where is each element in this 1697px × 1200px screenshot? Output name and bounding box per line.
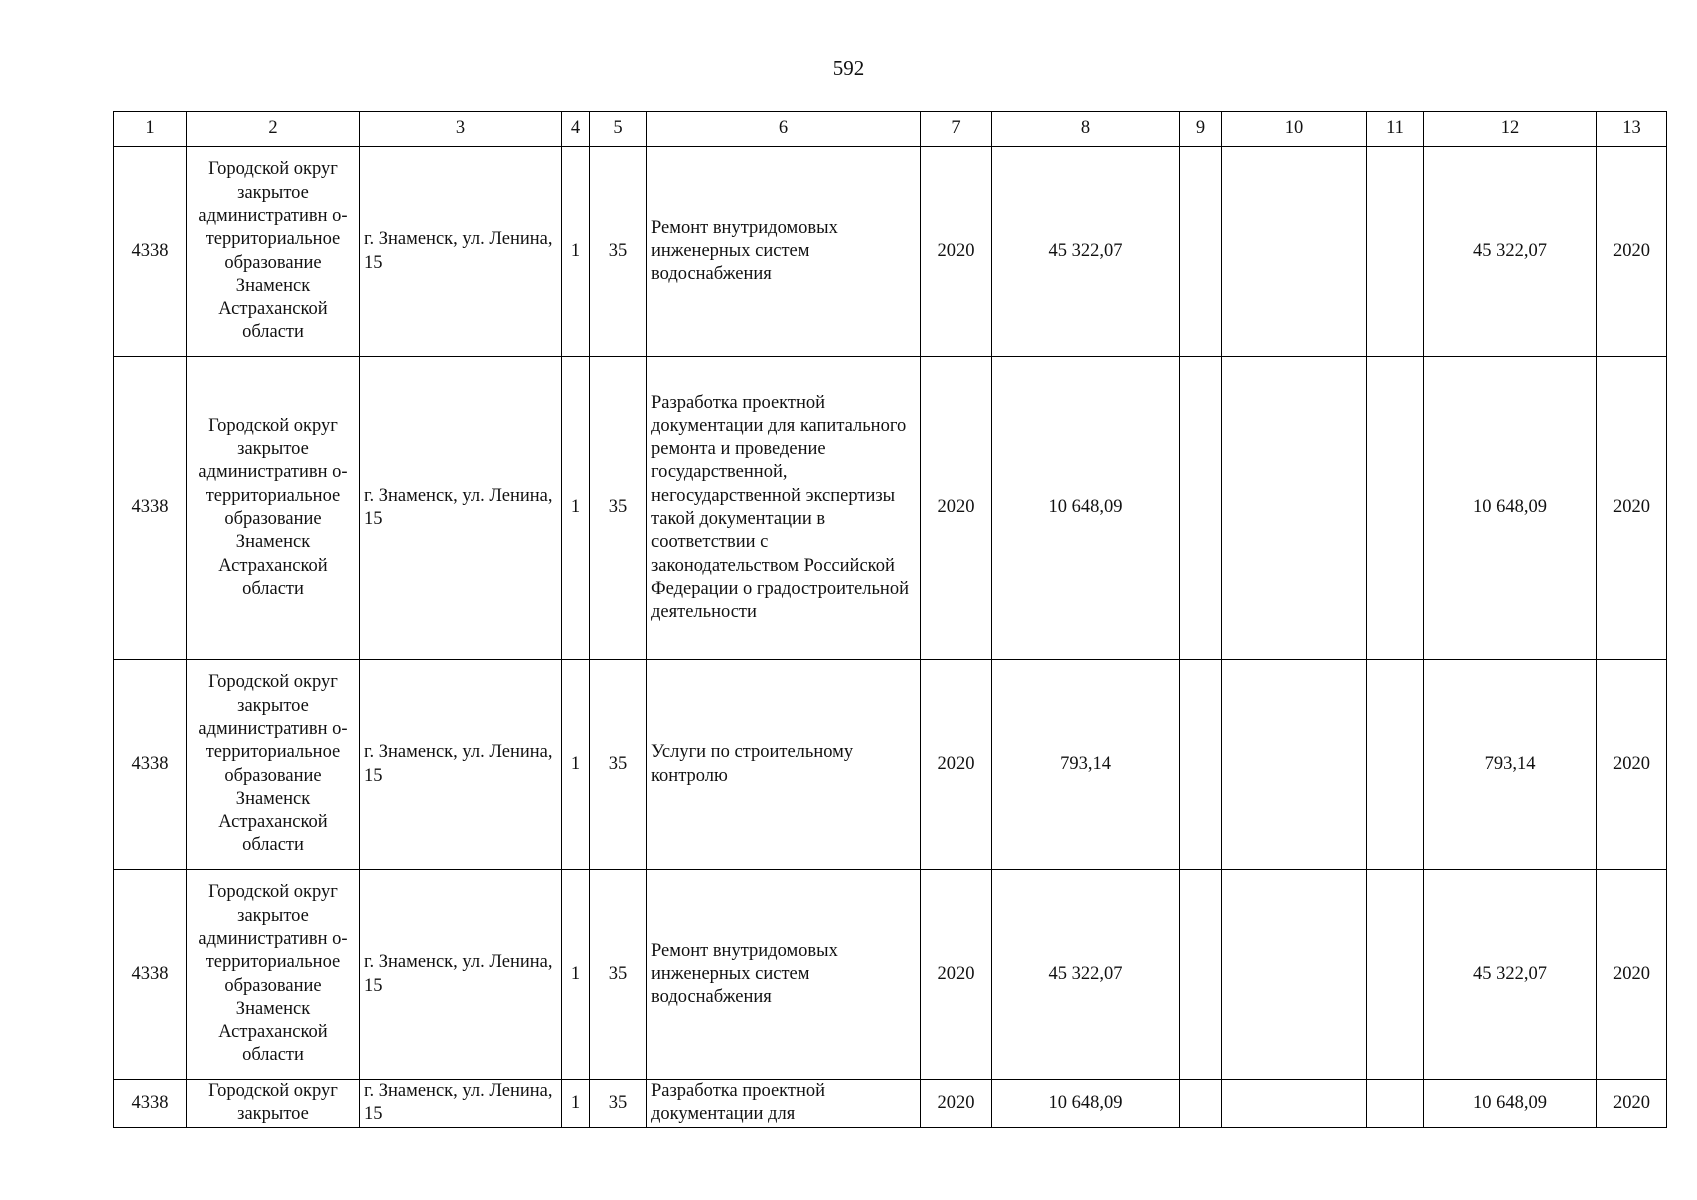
cell-col11: [1367, 1080, 1424, 1128]
cell-cost: 45 322,07: [992, 870, 1180, 1080]
cell-address: г. Знаменск, ул. Ленина, 15: [360, 660, 562, 870]
cell-address: г. Знаменск, ул. Ленина, 15: [360, 870, 562, 1080]
cell-year-end: 2020: [1597, 870, 1667, 1080]
cell-year: 2020: [921, 870, 992, 1080]
cell-col10: [1222, 870, 1367, 1080]
cell-cost: 45 322,07: [992, 147, 1180, 357]
cell-code: 4338: [114, 147, 187, 357]
cell-col10: [1222, 357, 1367, 660]
cell-col4: 1: [562, 1080, 590, 1128]
column-header: 4: [562, 112, 590, 147]
cell-col5: 35: [590, 147, 647, 357]
cell-code: 4338: [114, 1080, 187, 1128]
cell-municipality: Городской округ закрытое административн о- территориальное образование Знаменск Астраханской области: [187, 147, 360, 357]
cell-col9: [1180, 147, 1222, 357]
column-header: 1: [114, 112, 187, 147]
cell-code: 4338: [114, 660, 187, 870]
cell-col4: 1: [562, 660, 590, 870]
cell-work-type: Ремонт внутридомовых инженерных систем водоснабжения: [647, 147, 921, 357]
cell-amount: 45 322,07: [1424, 870, 1597, 1080]
cell-code: 4338: [114, 870, 187, 1080]
cell-year-end: 2020: [1597, 357, 1667, 660]
cell-col10: [1222, 147, 1367, 357]
cell-amount: 793,14: [1424, 660, 1597, 870]
cell-cost: 793,14: [992, 660, 1180, 870]
cell-year: 2020: [921, 660, 992, 870]
data-table: [113, 111, 1667, 1128]
cell-work-type: Разработка проектной документации для капитального ремонта и проведение государственной, негосударственной экспертизы такой документации в соответствии с законодательством Российской Федерации о градостроительной деятельности: [647, 357, 921, 660]
cell-year: 2020: [921, 1080, 992, 1128]
cell-municipality: Городской округ закрытое: [187, 1080, 360, 1128]
cell-col4: 1: [562, 870, 590, 1080]
cell-col11: [1367, 147, 1424, 357]
column-header: 10: [1222, 112, 1367, 147]
column-header: 5: [590, 112, 647, 147]
column-header: 6: [647, 112, 921, 147]
cell-municipality: Городской округ закрытое административн о- территориальное образование Знаменск Астраханской области: [187, 357, 360, 660]
cell-year-end: 2020: [1597, 660, 1667, 870]
table-row: [114, 147, 1667, 357]
cell-work-type: Разработка проектной документации для: [647, 1080, 921, 1128]
column-header: 12: [1424, 112, 1597, 147]
cell-cost: 10 648,09: [992, 1080, 1180, 1128]
cell-cost: 10 648,09: [992, 357, 1180, 660]
column-header: 9: [1180, 112, 1222, 147]
cell-municipality: Городской округ закрытое административн о- территориальное образование Знаменск Астраханской области: [187, 660, 360, 870]
cell-code: 4338: [114, 357, 187, 660]
cell-col9: [1180, 1080, 1222, 1128]
cell-col11: [1367, 870, 1424, 1080]
cell-address: г. Знаменск, ул. Ленина, 15: [360, 147, 562, 357]
cell-address: г. Знаменск, ул. Ленина, 15: [360, 357, 562, 660]
cell-year: 2020: [921, 147, 992, 357]
cell-col5: 35: [590, 357, 647, 660]
cell-col11: [1367, 357, 1424, 660]
cell-col10: [1222, 660, 1367, 870]
cell-amount: 10 648,09: [1424, 357, 1597, 660]
cell-col4: 1: [562, 147, 590, 357]
cell-col5: 35: [590, 870, 647, 1080]
cell-year: 2020: [921, 357, 992, 660]
cell-amount: 10 648,09: [1424, 1080, 1597, 1128]
cell-col11: [1367, 660, 1424, 870]
column-header: 13: [1597, 112, 1667, 147]
cell-municipality: Городской округ закрытое административн о- территориальное образование Знаменск Астраханской области: [187, 870, 360, 1080]
table-row: [114, 660, 1667, 870]
cell-address: г. Знаменск, ул. Ленина, 15: [360, 1080, 562, 1128]
cell-col5: 35: [590, 1080, 647, 1128]
cell-col9: [1180, 660, 1222, 870]
cell-year-end: 2020: [1597, 1080, 1667, 1128]
cell-amount: 45 322,07: [1424, 147, 1597, 357]
cell-col9: [1180, 870, 1222, 1080]
table-row: [114, 870, 1667, 1080]
cell-year-end: 2020: [1597, 147, 1667, 357]
table-row: [114, 357, 1667, 660]
cell-col9: [1180, 357, 1222, 660]
column-header: 2: [187, 112, 360, 147]
column-header: 3: [360, 112, 562, 147]
cell-col10: [1222, 1080, 1367, 1128]
cell-col4: 1: [562, 357, 590, 660]
column-header: 7: [921, 112, 992, 147]
table-header-row: [114, 112, 1667, 147]
column-header: 11: [1367, 112, 1424, 147]
cell-col5: 35: [590, 660, 647, 870]
cell-work-type: Услуги по строительному контролю: [647, 660, 921, 870]
table-row: [114, 1080, 1667, 1128]
cell-work-type: Ремонт внутридомовых инженерных систем водоснабжения: [647, 870, 921, 1080]
column-header: 8: [992, 112, 1180, 147]
page-number: 592: [832, 56, 865, 80]
